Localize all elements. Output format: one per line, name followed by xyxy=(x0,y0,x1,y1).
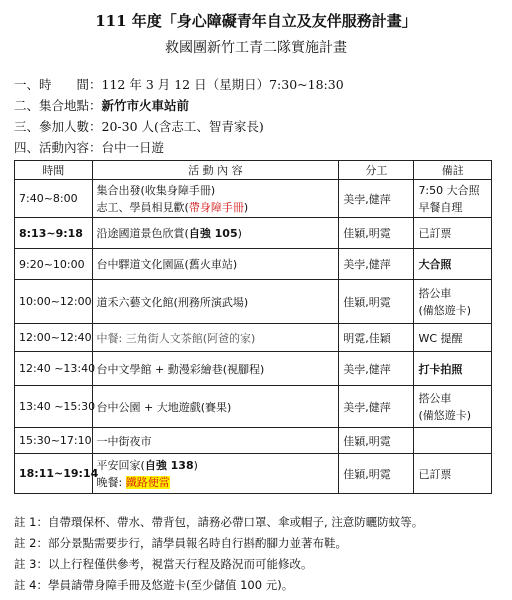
footnote: 註 3：以上行程僅供參考，視當天行程及路況而可能修改。 xyxy=(14,557,313,571)
footnotes xyxy=(14,512,423,596)
activity-highlight: 鐵路便當 xyxy=(125,475,170,489)
train-number: 自強 105 xyxy=(188,227,238,240)
row-time: 12:00~12:40 xyxy=(15,324,93,352)
row-notes: WC 提醒 xyxy=(414,324,492,352)
train-number: 自強 138 xyxy=(144,458,194,472)
table-row xyxy=(15,454,492,494)
row-staff: 美孛,健萍 xyxy=(339,352,414,386)
schedule-table xyxy=(14,160,492,494)
footnote: 註 1：自帶環保杯、帶水、帶背包，請務必帶口罩、傘或帽子, 注意防曬防蚊等。 xyxy=(14,515,424,529)
info-label: 一、時 間： xyxy=(14,77,102,92)
row-staff: 佳穎,明霓 xyxy=(339,218,414,249)
info-content xyxy=(14,138,164,157)
row-notes xyxy=(414,428,492,454)
row-time: 18:11~19:14 xyxy=(15,454,93,494)
row-staff: 美孛,健萍 xyxy=(339,249,414,280)
header-staff: 分工 xyxy=(339,161,414,180)
row-notes: 打卡拍照 xyxy=(414,352,492,386)
note-line: (備悠遊卡) xyxy=(418,408,472,422)
row-staff: 佳穎,明霓 xyxy=(339,280,414,324)
row-notes: 已訂票 xyxy=(414,218,492,249)
activity-text: 志工、學員相見歡( xyxy=(96,200,189,214)
info-label: 二、集合地點： xyxy=(14,98,102,113)
info-label: 四、活動內容： xyxy=(14,140,102,155)
row-activity: 道禾六藝文化館(刑務所演武場) xyxy=(92,280,339,324)
table-row xyxy=(15,352,492,386)
row-activity xyxy=(92,180,339,218)
row-notes: 大合照 xyxy=(414,249,492,280)
row-time: 9:20~10:00 xyxy=(15,249,93,280)
footnote: 註 2：部分景點需要步行，請學員報名時自行斟酌腳力並著布鞋。 xyxy=(14,536,347,550)
row-staff: 美孛,健萍 xyxy=(339,386,414,428)
row-notes: 已訂票 xyxy=(414,454,492,494)
activity-line: 集合出發(收集身障手冊) xyxy=(96,183,216,197)
document-subtitle: 救國團新竹工青二隊實施計畫 xyxy=(165,40,347,56)
row-notes xyxy=(414,386,492,428)
row-activity: 一中街夜市 xyxy=(92,428,339,454)
header-notes: 備註 xyxy=(414,161,492,180)
info-value: 20-30 人(含志工、智青家長) xyxy=(101,119,264,134)
header-activity: 活 動 內 容 xyxy=(92,161,339,180)
table-header-row xyxy=(15,161,492,180)
footnote: 註 4：學員請帶身障手冊及悠遊卡(至少儲值 100 元)。 xyxy=(14,578,294,592)
activity-text: 沿途國道景色欣賞( xyxy=(96,227,189,240)
table-row xyxy=(15,428,492,454)
row-activity xyxy=(92,218,339,249)
activity-text: ) xyxy=(243,200,249,214)
row-staff: 美孛,健萍 xyxy=(339,180,414,218)
note-line: 搭公車 xyxy=(418,286,452,300)
table-row xyxy=(15,218,492,249)
table-row xyxy=(15,324,492,352)
activity-text: 晚餐: xyxy=(96,475,126,489)
row-notes xyxy=(414,280,492,324)
note-line: (備悠遊卡) xyxy=(418,303,472,317)
row-staff: 明霓,佳穎 xyxy=(339,324,414,352)
note-line: 早餐自理 xyxy=(418,200,463,214)
row-staff: 佳穎,明霓 xyxy=(339,454,414,494)
header-time: 時間 xyxy=(15,161,93,180)
table-row xyxy=(15,249,492,280)
activity-line xyxy=(97,457,335,474)
row-activity: 台中驛道文化園區(舊火車站) xyxy=(92,249,339,280)
row-staff: 佳穎,明霓 xyxy=(339,428,414,454)
row-time: 15:30~17:10 xyxy=(15,428,93,454)
activity-text: ) xyxy=(193,458,198,472)
document-title: 111 年度「身心障礙青年自立及友伴服務計畫」 xyxy=(95,12,417,30)
activity-line xyxy=(97,474,335,491)
row-time: 10:00~12:00 xyxy=(15,280,93,324)
row-activity xyxy=(92,454,339,494)
table-row xyxy=(15,280,492,324)
row-time: 13:40 ~15:30 xyxy=(15,386,93,428)
table-row xyxy=(15,180,492,218)
info-participants xyxy=(14,117,264,136)
activity-highlight: 帶身障手冊 xyxy=(188,200,244,214)
row-activity: 台中文學館 + 動漫彩繪巷(視腳程) xyxy=(92,352,339,386)
activity-text: 平安回家( xyxy=(96,458,145,472)
row-time: 8:13~9:18 xyxy=(15,218,93,249)
info-label: 三、參加人數： xyxy=(14,119,102,134)
info-time xyxy=(14,75,344,94)
table-row xyxy=(15,386,492,428)
info-location xyxy=(14,96,189,115)
info-value: 112 年 3 月 12 日（星期日）7:30~18:30 xyxy=(101,77,344,92)
row-activity: 中餐: 三角街人文茶館(阿爸的家) xyxy=(92,324,339,352)
row-activity: 台中公園 + 大地遊戲(賽果) xyxy=(92,386,339,428)
activity-text: ) xyxy=(237,227,242,240)
row-time: 12:40 ~13:40 xyxy=(15,352,93,386)
row-notes xyxy=(414,180,492,218)
activity-line xyxy=(97,199,335,216)
note-line: 7:50 大合照 xyxy=(418,183,480,197)
row-time: 7:40~8:00 xyxy=(15,180,93,218)
info-value: 台中一日遊 xyxy=(101,140,165,155)
note-line: 搭公車 xyxy=(418,391,452,405)
info-value: 新竹市火車站前 xyxy=(101,98,190,113)
